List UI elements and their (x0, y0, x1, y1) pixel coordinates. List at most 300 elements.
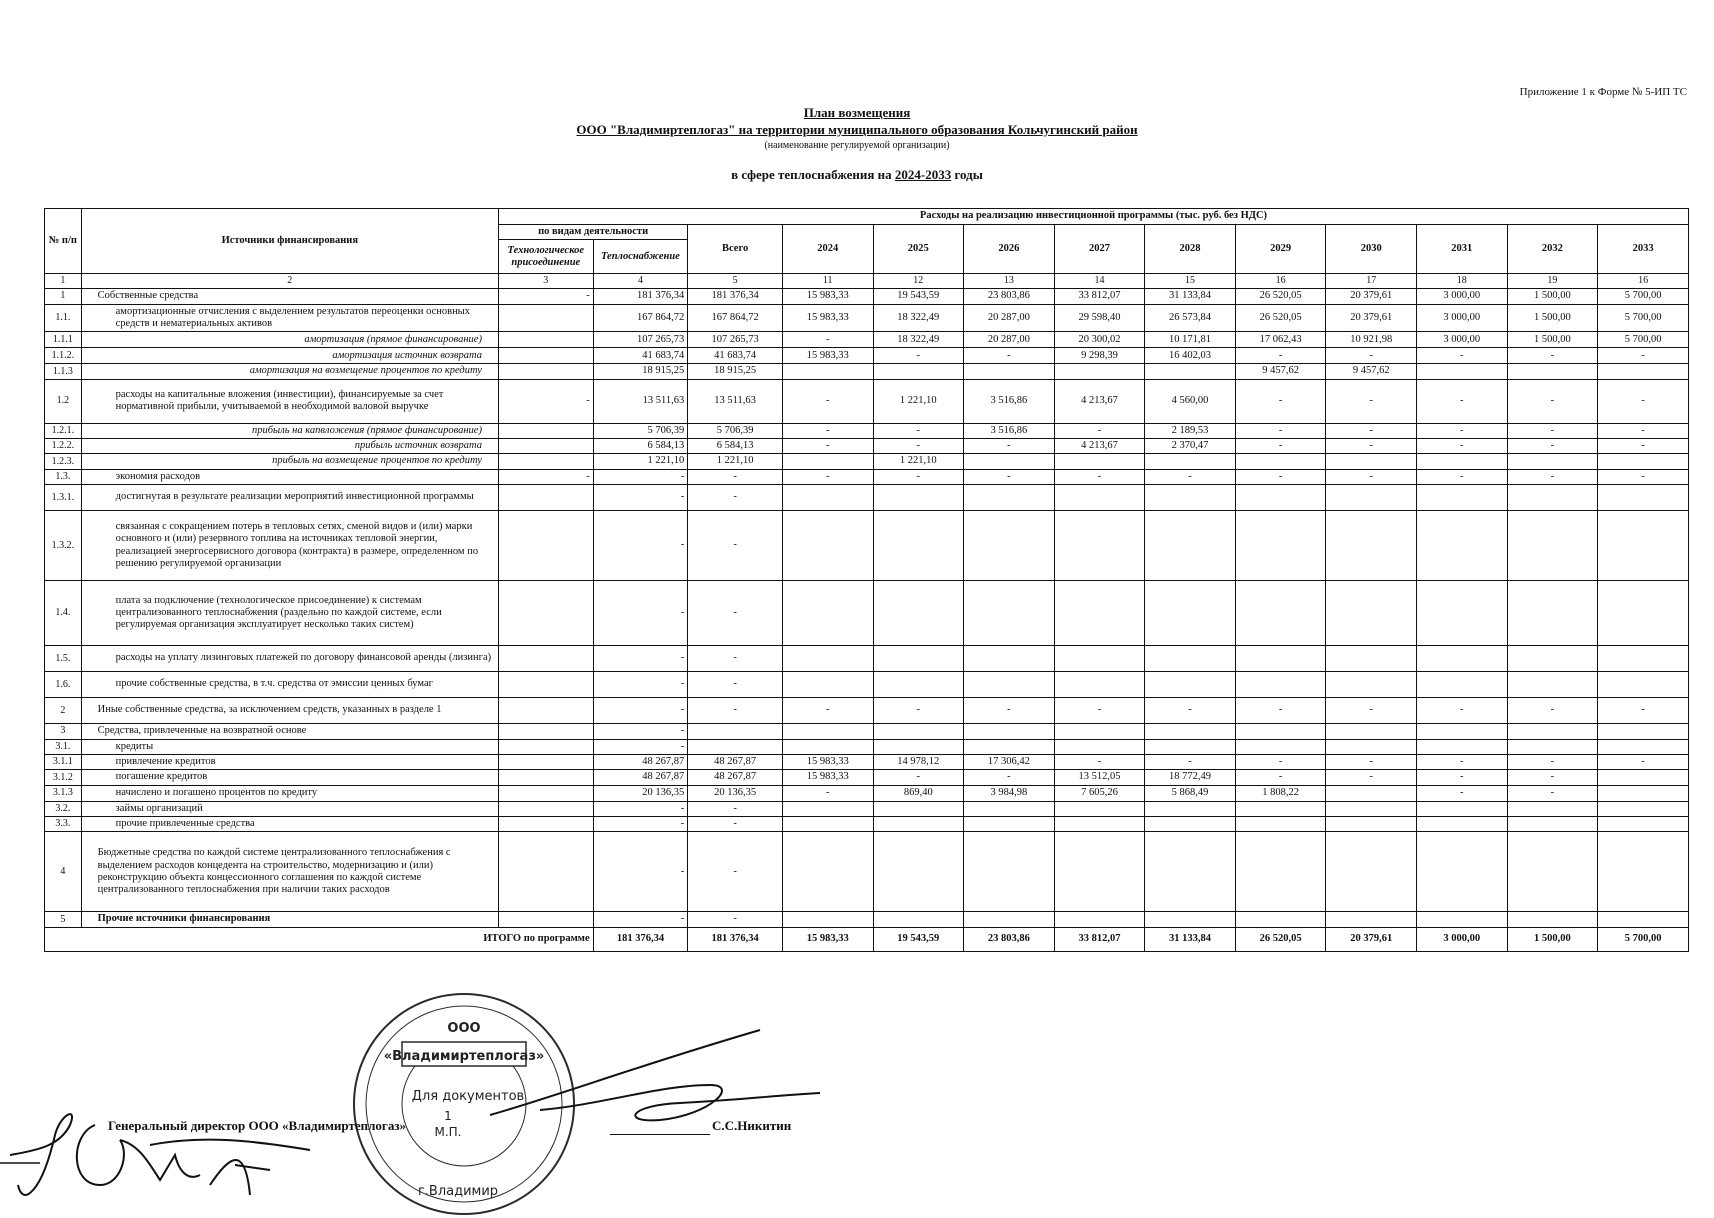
table-row (45, 289, 1689, 304)
column-number: 12 (873, 274, 964, 289)
year-value: - (1507, 439, 1598, 454)
table-row (45, 454, 1689, 469)
year-value (1598, 646, 1689, 672)
heat-supply-value: - (593, 672, 688, 698)
year-value (1326, 832, 1417, 912)
year-value (873, 364, 964, 379)
year-value: - (782, 379, 873, 423)
column-number: 13 (964, 274, 1055, 289)
total-value: 41 683,74 (688, 348, 783, 364)
total-value: - (688, 469, 783, 484)
heat-supply-value: 18 915,25 (593, 364, 688, 379)
tech-connection-value (498, 581, 593, 646)
tech-connection-value (498, 511, 593, 581)
year-value (873, 646, 964, 672)
year-value: - (1326, 770, 1417, 785)
year-value (964, 485, 1055, 511)
total-year-value: 5 700,00 (1598, 927, 1689, 951)
year-value: 1 808,22 (1235, 785, 1326, 801)
year-value (1326, 511, 1417, 581)
year-value (1054, 454, 1145, 469)
year-value (1145, 739, 1236, 754)
year-value: - (1054, 423, 1145, 438)
year-value (1507, 454, 1598, 469)
year-value (964, 912, 1055, 927)
financing-plan-table (44, 208, 1689, 952)
year-value (1326, 485, 1417, 511)
tech-connection-value (498, 348, 593, 364)
year-value (964, 364, 1055, 379)
total-value: - (688, 817, 783, 832)
year-value: 15 983,33 (782, 289, 873, 304)
source-label: Собственные средства (81, 289, 498, 304)
year-value: 3 000,00 (1416, 304, 1507, 332)
total-year-value: 26 520,05 (1235, 927, 1326, 951)
table-row (45, 672, 1689, 698)
year-value: - (1507, 785, 1598, 801)
year-value (1326, 646, 1417, 672)
year-value: - (1598, 698, 1689, 724)
table-row (45, 581, 1689, 646)
tech-connection-value (498, 832, 593, 912)
stamp-ooo: ООО (447, 1021, 481, 1036)
year-value (1507, 801, 1598, 816)
tech-connection-value: - (498, 379, 593, 423)
heat-supply-value: - (593, 698, 688, 724)
source-label: Бюджетные средства по каждой системе централизованного теплоснабжения с выделением расходов концедента на строительство, модернизацию и (или) реконструкцию объекта концессионного соглашения по каждой системе централизованного теплоснабжения при наличии таких расходов (81, 832, 498, 912)
year-value (1145, 817, 1236, 832)
total-value: 13 511,63 (688, 379, 783, 423)
year-value (1598, 581, 1689, 646)
column-number: 17 (1326, 274, 1417, 289)
year-value (1235, 912, 1326, 927)
heat-supply-value: 48 267,87 (593, 770, 688, 785)
year-value (1598, 770, 1689, 785)
year-value: 9 298,39 (1054, 348, 1145, 364)
year-value (1326, 739, 1417, 754)
source-label: амортизация на возмещение процентов по кредиту (81, 364, 498, 379)
year-value: - (1235, 698, 1326, 724)
year-value (782, 485, 873, 511)
year-value (782, 739, 873, 754)
table-row (45, 698, 1689, 724)
appendix-note: Приложение 1 к Форме № 5-ИП ТС (1519, 86, 1687, 98)
year-value: 33 812,07 (1054, 289, 1145, 304)
director-position: Генеральный директор ООО «Владимиртеплогаз» (108, 1118, 407, 1133)
year-value (1507, 832, 1598, 912)
year-value (873, 581, 964, 646)
year-value: - (1598, 379, 1689, 423)
tech-connection-value (498, 754, 593, 769)
header-total: Всего (688, 225, 783, 274)
year-value (964, 724, 1055, 739)
year-value: 18 322,49 (873, 332, 964, 348)
year-value (1235, 817, 1326, 832)
year-value (1145, 672, 1236, 698)
table-row (45, 739, 1689, 754)
column-number: 5 (688, 274, 783, 289)
year-value (1598, 511, 1689, 581)
row-number: 1.3.1. (45, 485, 82, 511)
source-label: достигнутая в результате реализации мероприятий инвестиционной программы (81, 485, 498, 511)
year-value: - (1145, 698, 1236, 724)
source-label: кредиты (81, 739, 498, 754)
year-value (1507, 364, 1598, 379)
year-value (1054, 485, 1145, 511)
year-value: - (1326, 348, 1417, 364)
organization-caption: (наименование регулируемой организации) (764, 140, 950, 151)
year-value: 17 062,43 (1235, 332, 1326, 348)
year-value (1416, 912, 1507, 927)
year-value: - (1598, 469, 1689, 484)
source-label: прибыль на возмещение процентов по кредиту (81, 454, 498, 469)
source-label: амортизационные отчисления с выделением результатов переоценки основных средств и нематериальных активов (81, 304, 498, 332)
source-label: Средства, привлеченные на возвратной основе (81, 724, 498, 739)
heat-supply-value: - (593, 724, 688, 739)
row-number: 4 (45, 832, 82, 912)
total-year-value: 31 133,84 (1145, 927, 1236, 951)
table-row (45, 364, 1689, 379)
heat-supply-value: - (593, 646, 688, 672)
year-value: - (1326, 439, 1417, 454)
year-value: - (873, 770, 964, 785)
year-value (1235, 581, 1326, 646)
year-value (1507, 581, 1598, 646)
year-value: - (1416, 469, 1507, 484)
year-value: - (1416, 439, 1507, 454)
header-source: Источники финансирования (81, 209, 498, 274)
row-number: 5 (45, 912, 82, 927)
table-row (45, 348, 1689, 364)
year-value (1598, 817, 1689, 832)
year-value (873, 511, 964, 581)
source-label: Иные собственные средства, за исключением средств, указанных в разделе 1 (81, 698, 498, 724)
year-value (782, 817, 873, 832)
total-value: - (688, 485, 783, 511)
year-value (1416, 454, 1507, 469)
year-value: - (1507, 469, 1598, 484)
stamp-purpose: Для документов (411, 1089, 525, 1104)
header-year: 2025 (873, 225, 964, 274)
total-year-value: 1 500,00 (1507, 927, 1598, 951)
tech-connection-value (498, 912, 593, 927)
year-value: 16 402,03 (1145, 348, 1236, 364)
year-value: - (873, 698, 964, 724)
heat-supply-value: - (593, 801, 688, 816)
year-value: 26 520,05 (1235, 304, 1326, 332)
row-number: 1 (45, 289, 82, 304)
header-heat-supply: Теплоснабжение (593, 240, 688, 274)
total-value: 181 376,34 (688, 289, 783, 304)
row-number: 1.1.3 (45, 364, 82, 379)
total-year-value: 33 812,07 (1054, 927, 1145, 951)
column-number: 11 (782, 274, 873, 289)
year-value: - (1054, 698, 1145, 724)
year-value (1054, 511, 1145, 581)
year-value: - (1235, 379, 1326, 423)
year-value: - (964, 348, 1055, 364)
year-value: - (1326, 379, 1417, 423)
year-value: 3 000,00 (1416, 289, 1507, 304)
year-value: - (782, 785, 873, 801)
period-title (0, 167, 1714, 183)
year-value (1598, 364, 1689, 379)
year-value (1416, 739, 1507, 754)
year-value: - (1416, 423, 1507, 438)
year-value: 1 500,00 (1507, 332, 1598, 348)
year-value (1598, 801, 1689, 816)
year-value: 26 573,84 (1145, 304, 1236, 332)
tech-connection-value (498, 439, 593, 454)
year-value: - (1235, 770, 1326, 785)
year-value (1598, 454, 1689, 469)
tech-connection-value (498, 364, 593, 379)
year-value: 31 133,84 (1145, 289, 1236, 304)
year-value (1054, 817, 1145, 832)
total-heat-supply: 181 376,34 (593, 927, 688, 951)
source-label: связанная с сокращением потерь в тепловых сетях, сменой видов и (или) марки основного и (или) резервного топлива на источниках тепловой энергии, реализацией энергосервисного договора (контракта) в размере, определенном по решению регулируемой организации (81, 511, 498, 581)
year-value: - (1507, 348, 1598, 364)
column-number: 15 (1145, 274, 1236, 289)
column-number: 16 (1598, 274, 1689, 289)
year-value (873, 817, 964, 832)
heat-supply-value: - (593, 581, 688, 646)
year-value (782, 454, 873, 469)
table-row (45, 785, 1689, 801)
table-row (45, 439, 1689, 454)
total-row (45, 927, 1689, 951)
row-number: 1.1.1 (45, 332, 82, 348)
total-value: 48 267,87 (688, 754, 783, 769)
row-number: 1.2 (45, 379, 82, 423)
row-number: 1.1.2. (45, 348, 82, 364)
year-value (1598, 912, 1689, 927)
year-value (1326, 785, 1417, 801)
year-value (873, 739, 964, 754)
row-number: 1.2.3. (45, 454, 82, 469)
year-value: 10 921,98 (1326, 332, 1417, 348)
row-number: 2 (45, 698, 82, 724)
period-years: 2024-2033 (894, 167, 952, 182)
year-value (1235, 454, 1326, 469)
year-value (1054, 581, 1145, 646)
source-label: займы организаций (81, 801, 498, 816)
year-value (1235, 672, 1326, 698)
year-value (1416, 817, 1507, 832)
year-value: - (1145, 469, 1236, 484)
year-value (782, 511, 873, 581)
year-value: - (1326, 698, 1417, 724)
year-value (1326, 724, 1417, 739)
year-value: 2 189,53 (1145, 423, 1236, 438)
source-label: Прочие источники финансирования (81, 912, 498, 927)
heat-supply-value: - (593, 485, 688, 511)
year-value: 17 306,42 (964, 754, 1055, 769)
source-label: прочие привлеченные средства (81, 817, 498, 832)
year-value (1598, 485, 1689, 511)
source-label: привлечение кредитов (81, 754, 498, 769)
year-value (1598, 785, 1689, 801)
year-value (1598, 672, 1689, 698)
tech-connection-value (498, 785, 593, 801)
total-year-value: 23 803,86 (964, 927, 1055, 951)
header-year: 2029 (1235, 225, 1326, 274)
year-value: 4 213,67 (1054, 439, 1145, 454)
year-value (1145, 724, 1236, 739)
header-year: 2026 (964, 225, 1055, 274)
row-number: 1.2.1. (45, 423, 82, 438)
source-label: плата за подключение (технологическое присоединение) к системам централизованного теплоснабжения (раздельно по каждой системе, если регулируемая организация эксплуатирует несколько таких систем) (81, 581, 498, 646)
row-number: 3.2. (45, 801, 82, 816)
total-value (688, 724, 783, 739)
stamp-number: 1 (444, 1109, 452, 1123)
table-row (45, 485, 1689, 511)
year-value (782, 364, 873, 379)
tech-connection-value (498, 739, 593, 754)
row-number: 1.2.2. (45, 439, 82, 454)
year-value (1507, 485, 1598, 511)
year-value: 15 983,33 (782, 770, 873, 785)
heat-supply-value: 20 136,35 (593, 785, 688, 801)
year-value: 1 500,00 (1507, 289, 1598, 304)
tech-connection-value: - (498, 289, 593, 304)
total-year-value: 19 543,59 (873, 927, 964, 951)
table-row (45, 469, 1689, 484)
year-value: 1 500,00 (1507, 304, 1598, 332)
heat-supply-value: 41 683,74 (593, 348, 688, 364)
row-number: 1.6. (45, 672, 82, 698)
year-value (1054, 912, 1145, 927)
year-value (782, 724, 873, 739)
year-value (964, 672, 1055, 698)
year-value: - (873, 423, 964, 438)
heat-supply-value: 1 221,10 (593, 454, 688, 469)
total-value: 18 915,25 (688, 364, 783, 379)
year-value (1145, 832, 1236, 912)
table-row (45, 646, 1689, 672)
header-year: 2032 (1507, 225, 1598, 274)
year-value: - (1054, 754, 1145, 769)
tech-connection-value (498, 646, 593, 672)
tech-connection-value (498, 485, 593, 511)
column-number: 1 (45, 274, 82, 289)
stamp-name: «Владимиртеплогаз» (383, 1049, 545, 1064)
source-label: расходы на уплату лизинговых платежей по договору финансовой аренды (лизинга) (81, 646, 498, 672)
table-row (45, 724, 1689, 739)
year-value: 20 287,00 (964, 304, 1055, 332)
stamp-city: г.Владимир (417, 1184, 499, 1199)
tech-connection-value (498, 801, 593, 816)
year-value: - (1507, 754, 1598, 769)
table-row (45, 304, 1689, 332)
year-value (873, 801, 964, 816)
table-row (45, 801, 1689, 816)
tech-connection-value (498, 332, 593, 348)
year-value (1416, 646, 1507, 672)
year-value: 5 700,00 (1598, 304, 1689, 332)
source-label: амортизация источник возврата (81, 348, 498, 364)
year-value: 18 322,49 (873, 304, 964, 332)
column-number: 14 (1054, 274, 1145, 289)
year-value: 9 457,62 (1235, 364, 1326, 379)
year-value: 1 221,10 (873, 379, 964, 423)
column-number: 16 (1235, 274, 1326, 289)
table-row (45, 817, 1689, 832)
row-number: 1.3.2. (45, 511, 82, 581)
year-value (1416, 511, 1507, 581)
heat-supply-value: - (593, 832, 688, 912)
year-value (964, 646, 1055, 672)
total-year-value: 15 983,33 (782, 927, 873, 951)
tech-connection-value (498, 672, 593, 698)
year-value: - (1416, 698, 1507, 724)
total-label: ИТОГО по программе (45, 927, 594, 951)
year-value: 15 983,33 (782, 348, 873, 364)
column-number: 18 (1416, 274, 1507, 289)
year-value (1326, 801, 1417, 816)
row-number: 1.1. (45, 304, 82, 332)
year-value (1598, 724, 1689, 739)
header-year: 2030 (1326, 225, 1417, 274)
tech-connection-value (498, 423, 593, 438)
director-name: С.С.Никитин (712, 1118, 792, 1133)
year-value: 869,40 (873, 785, 964, 801)
year-value (1054, 364, 1145, 379)
year-value: - (1598, 439, 1689, 454)
year-value (1326, 672, 1417, 698)
year-value: - (1507, 423, 1598, 438)
source-label: амортизация (прямое финансирование) (81, 332, 498, 348)
year-value: 5 700,00 (1598, 332, 1689, 348)
year-value (964, 801, 1055, 816)
header-tech-connection: Технологическое присоединение (498, 240, 593, 274)
year-value: - (782, 698, 873, 724)
year-value (782, 912, 873, 927)
year-value: - (1598, 348, 1689, 364)
year-value: - (782, 332, 873, 348)
table-row (45, 379, 1689, 423)
period-prefix: в сфере теплоснабжения на (731, 167, 895, 182)
handwritten-signature (0, 1085, 330, 1200)
year-value (1235, 511, 1326, 581)
organization-title: ООО "Владимиртеплогаз" на территории муниципального образования Кольчугинский район (576, 122, 1138, 137)
year-value (1145, 646, 1236, 672)
year-value: - (964, 698, 1055, 724)
year-value: 7 605,26 (1054, 785, 1145, 801)
year-value (1416, 832, 1507, 912)
tech-connection-value (498, 454, 593, 469)
tech-connection-value (498, 304, 593, 332)
year-value (873, 485, 964, 511)
row-number: 1.4. (45, 581, 82, 646)
header-expenses: Расходы на реализацию инвестиционной программы (тыс. руб. без НДС) (498, 209, 1688, 225)
year-value: - (1326, 754, 1417, 769)
year-value (964, 581, 1055, 646)
year-value: - (964, 469, 1055, 484)
year-value: 3 516,86 (964, 379, 1055, 423)
year-value (873, 724, 964, 739)
row-number: 1.3. (45, 469, 82, 484)
header-no: № п/п (45, 209, 82, 274)
source-label: начислено и погашено процентов по кредиту (81, 785, 498, 801)
year-value (1235, 801, 1326, 816)
year-value: - (1598, 423, 1689, 438)
year-value: - (964, 439, 1055, 454)
source-label: прибыль на капвложения (прямое финансирование) (81, 423, 498, 438)
year-value: - (1235, 754, 1326, 769)
year-value (1598, 739, 1689, 754)
year-value: - (1326, 423, 1417, 438)
